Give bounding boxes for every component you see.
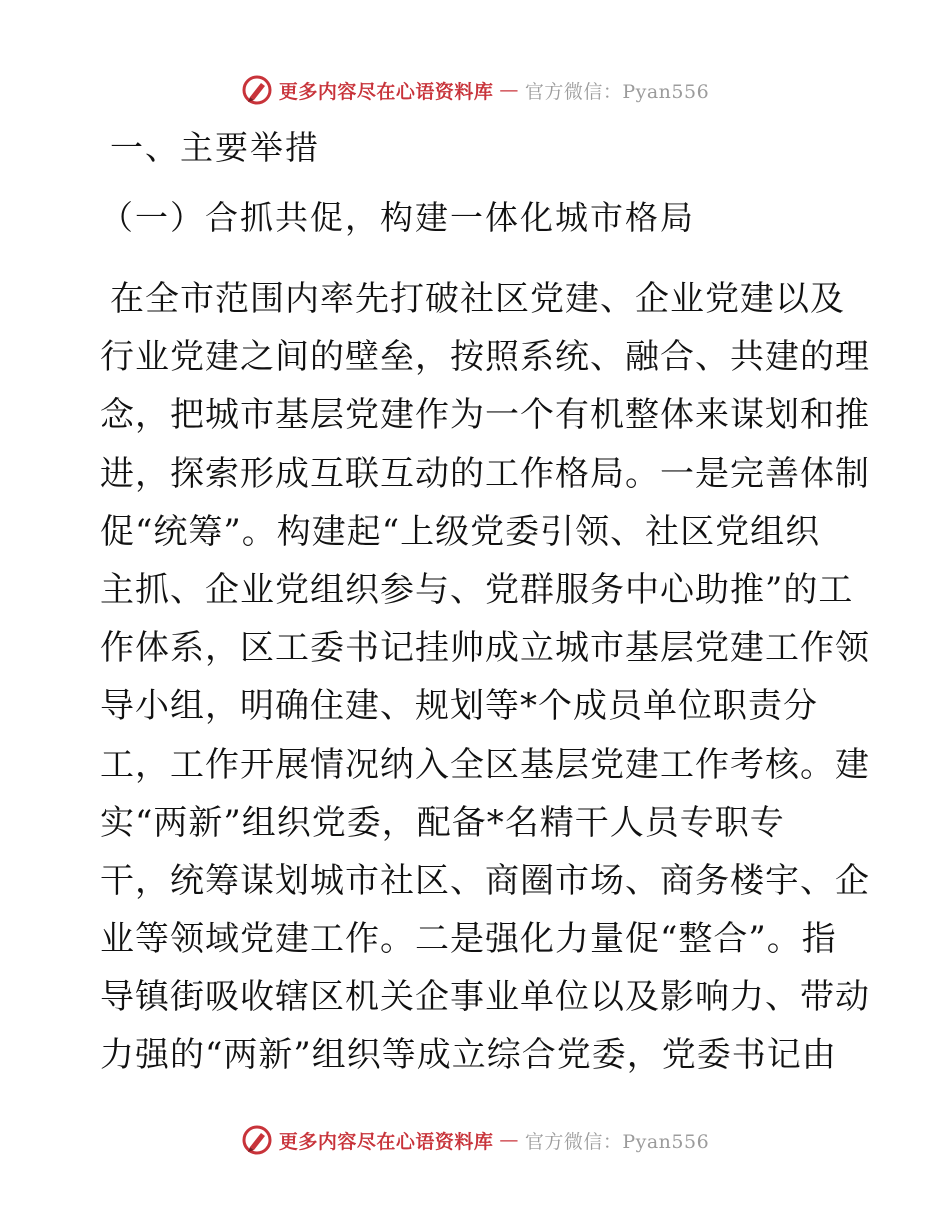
paragraph-line: 工，工作开展情况纳入全区基层党建工作考核。建 <box>100 744 870 785</box>
watermark-separator: — <box>499 79 519 101</box>
subsection-heading: （一）合抓共促，构建一体化城市格局 <box>100 198 695 237</box>
paragraph-line: 主抓、企业党组织参与、党群服务中心助推”的工 <box>100 569 854 610</box>
paragraph-line: 实“两新”组织党委，配备*名精干人员专职专 <box>100 802 785 843</box>
watermark-red-text: 更多内容尽在心语资料库 <box>278 1130 494 1153</box>
paragraph-line: 促“统筹”。构建起“上级党委引领、社区党组织 <box>100 511 821 552</box>
paragraph-line: 业等领域党建工作。二是强化力量促“整合”。指 <box>100 919 837 960</box>
pen-logo-icon <box>241 1124 273 1156</box>
header-watermark <box>0 74 950 106</box>
watermark-red-text: 更多内容尽在心语资料库 <box>278 80 494 103</box>
body-paragraph <box>100 270 870 1085</box>
paragraph-line: 导镇街吸收辖区机关企事业单位以及影响力、带动 <box>100 977 870 1018</box>
watermark-separator: — <box>499 1129 519 1151</box>
paragraph-line: 力强的“两新”组织等成立综合党委，党委书记由 <box>100 1035 837 1076</box>
paragraph-line: 行业党建之间的壁垒，按照系统、融合、共建的理 <box>100 337 870 378</box>
paragraph-line: 念，把城市基层党建作为一个有机整体来谋划和推 <box>100 395 870 436</box>
pen-logo-icon <box>241 74 273 106</box>
watermark-gray-text: 官方微信：Pyan556 <box>524 1130 710 1153</box>
paragraph-line: 在全市范围内率先打破社区党建、企业党建以及 <box>110 279 845 319</box>
paragraph-line: 作体系，区工委书记挂帅成立城市基层党建工作领 <box>100 628 870 669</box>
section-heading: 一、主要举措 <box>110 128 320 167</box>
paragraph-line: 进，探索形成互联互动的工作格局。一是完善体制 <box>100 453 870 494</box>
watermark-gray-text: 官方微信：Pyan556 <box>524 80 710 103</box>
paragraph-line: 导小组，明确住建、规划等*个成员单位职责分 <box>100 686 818 727</box>
paragraph-line: 干，统筹谋划城市社区、商圈市场、商务楼宇、企 <box>100 860 870 901</box>
footer-watermark <box>0 1124 950 1156</box>
